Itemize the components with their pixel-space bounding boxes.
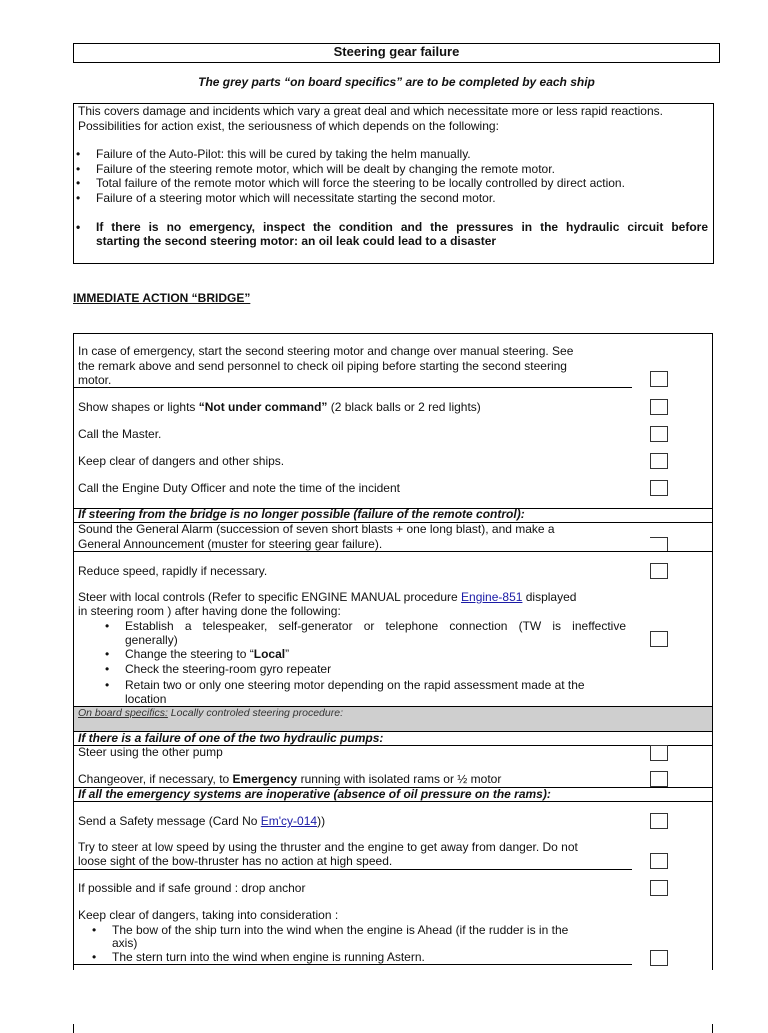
action-text: Keep clear of dangers and other ships.: [78, 454, 285, 468]
action-text: the remark above and send personnel to check oil piping before starting the second steering: [78, 359, 567, 373]
divider: [73, 551, 713, 552]
intro-warning: • If there is no emergency, inspect the condition and the pressures in the hydraulic circuit before: [96, 220, 708, 235]
action-text: Call the Engine Duty Officer and note the time of the incident: [78, 481, 400, 495]
text: (2 black balls or 2 red lights): [327, 400, 481, 414]
checkbox[interactable]: [650, 453, 668, 469]
section-subheading: If steering from the bridge is no longer possible (failure of the remote control):: [78, 507, 525, 521]
divider: [73, 869, 632, 870]
section-subheading: If there is a failure of one of the two hydraulic pumps:: [78, 731, 384, 745]
intro-bullet: • Total failure of the remote motor which will force the steering to be locally controlled by direct action.: [96, 176, 625, 191]
subtitle: The grey parts “on board specifics” are to be completed by each ship: [198, 75, 595, 89]
action-text: Reduce speed, rapidly if necessary.: [78, 564, 268, 578]
bullet: • Establish a telespeaker, self-generator or telephone connection (TW is ineffective: [125, 619, 626, 634]
action-text: motor.: [78, 373, 112, 387]
checkbox[interactable]: [650, 745, 668, 761]
action-text: [78, 590, 576, 605]
bullet: • Retain two or only one steering motor depending on the rapid assessment made at the: [125, 678, 585, 693]
intro-bullet: • Failure of the Auto-Pilot: this will be cured by taking the helm manually.: [96, 147, 471, 162]
bullet: • The stern turn into the wind when engine is running Astern.: [112, 950, 425, 965]
checkbox[interactable]: [650, 880, 668, 896]
intro-line: Possibilities for action exist, the seriousness of which depends on the following:: [78, 119, 499, 133]
action-text: [78, 814, 325, 829]
text-bold: Emergency: [232, 772, 298, 786]
page-title: Steering gear failure: [333, 44, 460, 59]
action-text: If possible and if safe ground : drop anchor: [78, 881, 306, 895]
text: Show shapes or lights: [78, 400, 199, 414]
checkbox[interactable]: [650, 771, 668, 787]
text: Steer with local controls (Refer to specific ENGINE MANUAL procedure: [78, 590, 462, 604]
action-text: [78, 772, 501, 787]
action-text: [78, 400, 481, 415]
text-bold: “Not under command”: [198, 400, 328, 414]
section-subheading: If all the emergency systems are inoperative (absence of oil pressure on the rams):: [78, 787, 551, 801]
text: Locally controled steering procedure:: [167, 707, 343, 719]
text: )): [317, 814, 326, 828]
bullet-cont: generally): [125, 633, 178, 647]
intro-bullet: • Failure of a steering motor which will necessitate starting the second motor.: [96, 191, 496, 206]
text: On board specifics:: [78, 707, 168, 719]
checkbox[interactable]: [650, 537, 668, 551]
action-text: Steer using the other pump: [78, 745, 223, 759]
text-bold: Local: [253, 647, 286, 661]
checkbox[interactable]: [650, 563, 668, 579]
bullet-cont: axis): [112, 936, 138, 950]
checkbox[interactable]: [650, 950, 668, 966]
checkbox[interactable]: [650, 813, 668, 829]
emcy-014-link[interactable]: Em'cy-014: [260, 814, 318, 828]
checkbox[interactable]: [650, 399, 668, 415]
intro-line: This covers damage and incidents which vary a great deal and which necessitate more or less rapid reactions.: [78, 104, 663, 118]
text: Change the steering to “: [125, 647, 254, 661]
action-text: Call the Master.: [78, 427, 162, 441]
divider: [73, 387, 632, 388]
checkbox[interactable]: [650, 480, 668, 496]
on-board-specifics: [78, 706, 343, 721]
action-text: General Announcement (muster for steering gear failure).: [78, 537, 383, 551]
checkbox[interactable]: [650, 853, 668, 869]
text: Changeover, if necessary, to: [78, 772, 233, 786]
intro-bullet: • Failure of the steering remote motor, which will be dealt by changing the remote motor.: [96, 162, 555, 177]
action-text: Try to steer at low speed by using the thruster and the engine to get away from danger. Do not: [78, 840, 578, 854]
action-text: Keep clear of dangers, taking into consideration :: [78, 908, 339, 922]
text: running with isolated rams or ½ motor: [297, 772, 502, 786]
bullet: • The bow of the ship turn into the wind when the engine is Ahead (if the rudder is in the: [112, 923, 568, 938]
divider: [73, 801, 713, 802]
action-text: loose sight of the bow-thruster has no action at high speed.: [78, 854, 393, 868]
page-bottom-cover: [0, 970, 768, 1024]
text: displayed: [522, 590, 577, 604]
action-text: In case of emergency, start the second steering motor and change over manual steering. See: [78, 344, 574, 358]
text: Send a Safety message (Card No: [78, 814, 261, 828]
checkbox[interactable]: [650, 426, 668, 442]
text: ”: [285, 647, 290, 661]
engine-851-link[interactable]: Engine-851: [461, 590, 523, 604]
checkbox[interactable]: [650, 371, 668, 387]
checkbox[interactable]: [650, 631, 668, 647]
divider: [73, 964, 632, 965]
action-text: Sound the General Alarm (succession of seven short blasts + one long blast), and make a: [78, 522, 555, 536]
intro-warning: starting the second steering motor: an oil leak could lead to a disaster: [96, 234, 497, 248]
bullet: [125, 647, 289, 662]
action-text: in steering room ) after having done the following:: [78, 604, 341, 618]
section-heading: IMMEDIATE ACTION “BRIDGE”: [73, 291, 251, 305]
bullet: • Check the steering-room gyro repeater: [125, 662, 331, 677]
bullet-cont: location: [125, 692, 167, 706]
